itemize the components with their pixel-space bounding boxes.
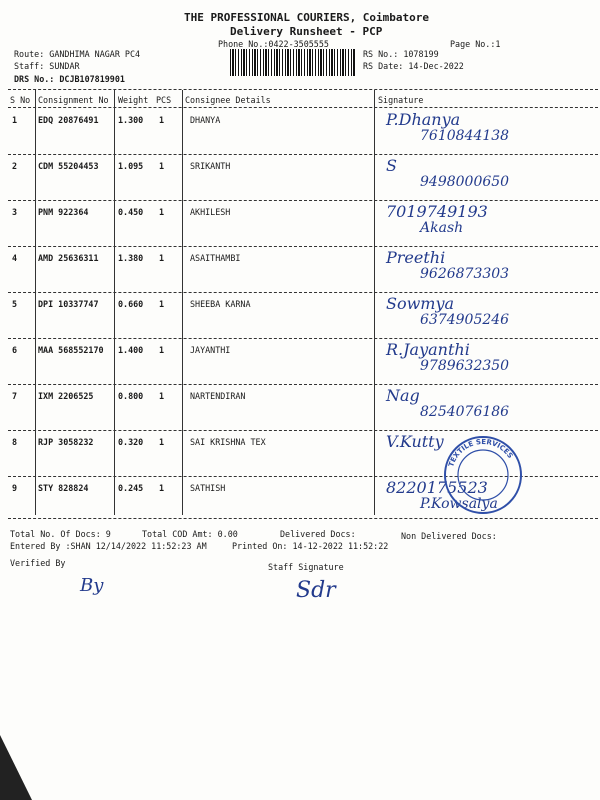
cell-consignee: JAYANTHI xyxy=(190,345,231,355)
cell-pcs: 1 xyxy=(159,161,165,171)
signature-name: Nag xyxy=(386,386,420,405)
phone-number: Phone No.:0422-3505555 xyxy=(218,39,329,49)
table-bottom-rule xyxy=(8,518,598,519)
cell-weight: 0.660 xyxy=(118,299,144,309)
cell-sno: 5 xyxy=(12,299,18,309)
row-divider xyxy=(8,292,598,293)
printed-on: Printed On: 14-12-2022 11:52:22 xyxy=(232,541,389,551)
col-header-signature: Signature xyxy=(378,95,424,105)
cell-consignee: ASAITHAMBI xyxy=(190,253,241,263)
cell-consignment: RJP 3058232 xyxy=(38,437,94,447)
table-top-rule xyxy=(8,89,598,90)
textile-services-seal xyxy=(442,434,524,516)
signature-name: S xyxy=(386,156,397,175)
staff-signature-label: Staff Signature xyxy=(268,562,344,572)
cell-pcs: 1 xyxy=(159,345,165,355)
cell-pcs: 1 xyxy=(159,253,165,263)
signature-phone: 7610844138 xyxy=(420,128,510,144)
scan-corner-shadow xyxy=(0,735,32,800)
staff-label: Staff: SUNDAR xyxy=(14,61,80,71)
cell-pcs: 1 xyxy=(159,483,165,493)
cell-pcs: 1 xyxy=(159,437,165,447)
company-title: THE PROFESSIONAL COURIERS, Coimbatore xyxy=(184,11,430,24)
cell-weight: 1.400 xyxy=(118,345,144,355)
cell-consignee: SATHISH xyxy=(190,483,226,493)
cell-sno: 3 xyxy=(12,207,18,217)
row-divider xyxy=(8,338,598,339)
signature-name: 7019749193 xyxy=(386,202,488,221)
cell-weight: 0.320 xyxy=(118,437,144,447)
row-divider xyxy=(8,384,598,385)
col-header-weight: Weight xyxy=(118,95,149,105)
signature-phone: 9789632350 xyxy=(420,358,510,374)
cell-sno: 1 xyxy=(12,115,18,125)
verified-by-signature: By xyxy=(80,575,104,596)
signature-name: V.Kutty xyxy=(386,432,444,451)
signature-phone: 9626873303 xyxy=(420,266,510,282)
cell-pcs: 1 xyxy=(159,115,165,125)
cell-consignment: DPI 10337747 xyxy=(38,299,99,309)
cell-consignment: IXM 2206525 xyxy=(38,391,94,401)
row-divider xyxy=(8,200,598,201)
row-divider xyxy=(8,430,598,431)
cell-consignee: SRIKANTH xyxy=(190,161,231,171)
route-label: Route: GANDHIMA NAGAR PC4 xyxy=(14,49,141,59)
table-header-rule xyxy=(8,107,598,108)
entered-by: Entered By :SHAN 12/14/2022 11:52:23 AM xyxy=(10,541,207,551)
drs-number: DRS No.: DCJB107819901 xyxy=(14,74,125,84)
signature-phone: 6374905246 xyxy=(420,312,510,328)
cell-consignment: CDM 55204453 xyxy=(38,161,99,171)
signature-phone: Akash xyxy=(420,220,464,236)
seal-text: TEXTILE SERVICES xyxy=(447,437,515,468)
signature-phone: 9498000650 xyxy=(420,174,510,190)
sheet-title: Delivery Runsheet - PCP xyxy=(230,25,383,38)
cell-pcs: 1 xyxy=(159,299,165,309)
cell-pcs: 1 xyxy=(159,207,165,217)
barcode-image xyxy=(230,49,356,76)
row-divider xyxy=(8,246,598,247)
cell-sno: 4 xyxy=(12,253,18,263)
delivered-docs: Delivered Docs: xyxy=(280,529,356,539)
cell-consignment: EDQ 20876491 xyxy=(38,115,99,125)
rs-number: RS No.: 1078199 xyxy=(363,49,439,59)
staff-signature: Sdr xyxy=(296,578,336,603)
signature-name: R.Jayanthi xyxy=(386,340,470,359)
page-number: Page No.:1 xyxy=(450,39,501,49)
col-header-sno: S No xyxy=(10,95,31,105)
cell-sno: 6 xyxy=(12,345,18,355)
cell-sno: 8 xyxy=(12,437,18,447)
non-delivered-docs: Non Delivered Docs: xyxy=(401,531,497,541)
col-header-consignee: Consignee Details xyxy=(185,95,271,105)
col-header-pcs: PCS xyxy=(156,95,172,105)
total-docs: Total No. Of Docs: 9 xyxy=(10,529,111,539)
cell-weight: 1.095 xyxy=(118,161,144,171)
signature-phone: P.Kowsalya xyxy=(420,496,498,512)
cell-weight: 1.380 xyxy=(118,253,144,263)
signature-name: Sowmya xyxy=(386,294,455,313)
cell-weight: 0.450 xyxy=(118,207,144,217)
signature-name: Preethi xyxy=(386,248,446,267)
total-cod: Total COD Amt: 0.00 xyxy=(142,529,238,539)
row-divider xyxy=(8,154,598,155)
signature-phone: 8254076186 xyxy=(420,404,510,420)
cell-consignment: MAA 568552170 xyxy=(38,345,104,355)
verified-by-label: Verified By xyxy=(10,558,66,568)
cell-consignee: DHANYA xyxy=(190,115,221,125)
rs-date: RS Date: 14-Dec-2022 xyxy=(363,61,464,71)
cell-consignee: AKHILESH xyxy=(190,207,231,217)
cell-sno: 7 xyxy=(12,391,18,401)
cell-consignee: NARTENDIRAN xyxy=(190,391,246,401)
cell-sno: 2 xyxy=(12,161,18,171)
col-header-consignment: Consignment No xyxy=(38,95,109,105)
cell-sno: 9 xyxy=(12,483,18,493)
cell-consignee: SHEEBA KARNA xyxy=(190,299,251,309)
signature-name: P.Dhanya xyxy=(386,110,461,129)
cell-weight: 1.300 xyxy=(118,115,144,125)
signature-name: 8220175523 xyxy=(386,478,488,497)
cell-weight: 0.800 xyxy=(118,391,144,401)
cell-consignment: PNM 922364 xyxy=(38,207,89,217)
cell-pcs: 1 xyxy=(159,391,165,401)
cell-consignment: AMD 25636311 xyxy=(38,253,99,263)
cell-consignee: SAI KRISHNA TEX xyxy=(190,437,266,447)
cell-weight: 0.245 xyxy=(118,483,144,493)
cell-consignment: STY 828824 xyxy=(38,483,89,493)
